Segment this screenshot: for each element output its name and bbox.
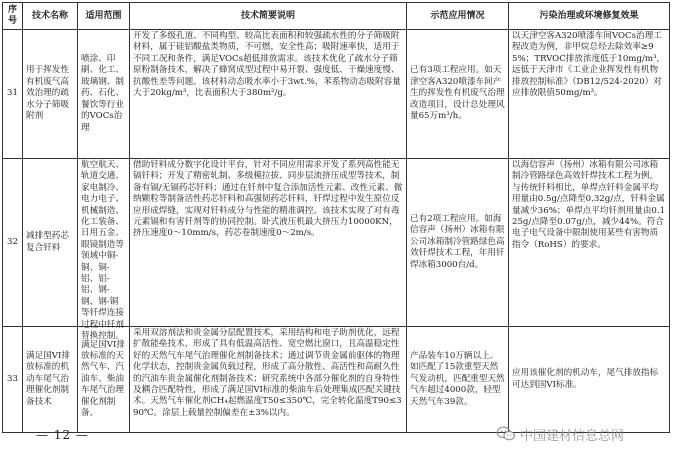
header-tech-name: 技术名称	[23, 3, 78, 30]
row-description: 开发了多级孔道、不同构型、较高比表面积和较强疏水性的分子筛吸附材料，属于硅铝酸盐类物质，不可燃，安全性高；吸附速率快，适用于不同工况和条件，满足VOCs超低排放需求。该技术优化了疏水分子筛原粉制备技术，解决了蜂窝成型过程中易开裂、强度低、干燥速度慢、抗酸性差等问题。该材料动态吸水率小于3wt.%，苯系物动态吸附容量大于20kg/m³，比表面积大于380m²/g。	[130, 30, 407, 159]
page-number: — 12 —	[36, 428, 89, 442]
row-scope: 航空航天、轨道交通、家电制冷、电力电子、机械制造、化工装备、日用五金、眼镜制造等领域中铜-铜、铜-铝、铝-铝、钢-钢、钢-铜等钎焊连接过程中钎剂替换控制。	[78, 159, 130, 327]
row-no: 31	[3, 30, 23, 159]
row-description: 采用双溶剂法和贵金属分层配置技术，采用结构和电子助剂优化，远程扩散能垒技术，形成了具有低温高活性、宽空燃比窗口，且高温稳定性好的天然气车尾气治理催化剂制备技术；通过调节贵金属前驱体的物理化学状态，控制贵金属负载过程，形成了高分散性、高活性和高耐久性的汽油车贵金属催化剂制备技术；研究系统中各部分催化剂的自身特性及耦合匹配特性，形成了满足国VI标准的柴油车后处理集成匹配关键技术。天然气车催化剂CH₄起燃温度T50≤350℃，完全转化温度T90≤390℃。涂层上载量控制偏差在±3%以内。	[130, 327, 407, 433]
row-demo: 产品装车10万辆以上。如匹配了15款重型天然气发动机，匹配重型天然气车超过4000款，轻型天然气车39款。	[407, 327, 509, 433]
row-tech-name: 减排型药芯复合钎料	[23, 159, 78, 327]
row-effect: 以海信容声（扬州）冰箱有限公司冰箱制冷管路绿色高效钎焊技术工程为例，与传统钎料相比，单焊点钎料金属平均用量由0.5g/点降至0.32g/点，钎料金属量减少36%；单焊点平均钎剂用量由0.125g/点降至0.07g/点，减少44%。符合电子电气设备中限制使用某些有害物质指令（RoHS）的要求。	[509, 159, 670, 327]
row-no: 32	[3, 159, 23, 327]
row-scope: 满足国VI排放标准的天然气车、汽油车、柴油车尾气治理催化剂制备。	[78, 327, 130, 433]
row-effect: 以天津空客A320喷漆车间VOCs治理工程改造为例，非甲烷总烃去除效率≥95%；TRVOC排放浓度低于10mg/m³，远低于天津市《工业企业挥发性有机物排放控制标准》（DB12/524-2020）对应排放限值50mg/m³。	[509, 30, 670, 159]
header-demo: 示范应用情况	[407, 3, 509, 30]
row-tech-name: 用于挥发性有机废气高效治理的疏水分子筛吸附剂	[23, 30, 78, 159]
technology-table	[2, 2, 670, 433]
table-row	[3, 327, 670, 433]
watermark	[496, 423, 624, 445]
row-description: 借助钎料成分数字化设计平台，针对不同应用需求开发了系列高性能无镉钎料；开发了精密轧制、多级模拉拔、同步层流挤压成型等技术，制备有镉/无镉药芯钎料；通过在钎剂中复合添加活性元素、改性元素、微纳颗粒等制备活性药芯钎料和高强韧药芯钎料，钎焊过程中发生原位反应形成焊缝，实现对钎料成分与性能的精准调控。该技术实现了对有毒元素镉和有害钎剂等的协同控制。卧式液压机最大挤压力10000KN，挤压速度0～10mm/s，药芯卷制速度0～2m/s。	[130, 159, 407, 327]
watermark-text: 中国建材信息总网	[520, 428, 625, 444]
row-demo: 已有2项工程应用。如海信容声（扬州）冰箱有限公司冰箱制冷管路绿色高效钎焊技术工程，年用钎焊冰箱3000台/d。	[407, 159, 509, 327]
row-demo: 已有3项工程应用。如天津空客A320喷漆车间产生的挥发性有机废气治理改造项目，设计总处理风量65万m³/h。	[407, 30, 509, 159]
header-scope: 适用范围	[78, 3, 130, 30]
row-effect: 应用该催化剂的机动车，尾气排放指标可达到国VI标准。	[509, 327, 670, 433]
header-no: 序号	[3, 3, 23, 30]
row-tech-name: 满足国VI排放标准的机动车尾气治理催化剂制备技术	[23, 327, 78, 433]
header-effect: 污染治理或环境修复效果	[509, 3, 670, 30]
wechat-icon	[496, 426, 516, 442]
table-header-row	[3, 3, 670, 30]
row-scope: 喷涂、印刷、化工、玻璃钢、制药、石化、餐饮等行业的VOCs治理	[78, 30, 130, 159]
header-description: 技术简要说明	[130, 3, 407, 30]
row-no: 33	[3, 327, 23, 433]
table-row	[3, 30, 670, 159]
table-row	[3, 159, 670, 327]
